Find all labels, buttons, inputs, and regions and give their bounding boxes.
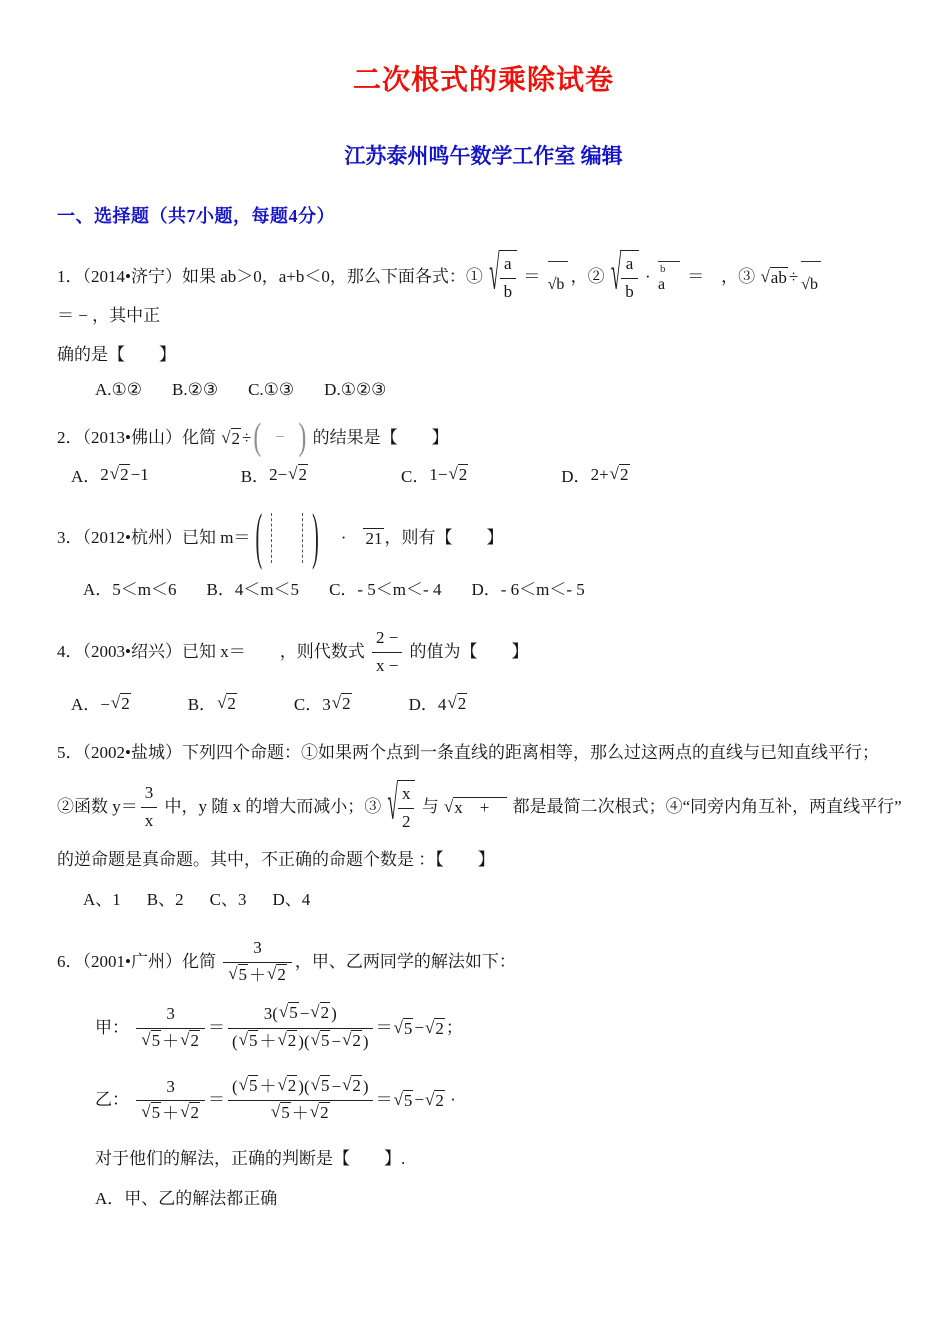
sqrt-expression: √ 5 (393, 1090, 413, 1111)
question-2 (57, 417, 910, 488)
sqrt-expression: √ 2 (267, 963, 286, 984)
text-run: B． (187, 695, 217, 715)
text-run: 都是最简二次根式；④“同旁内角互补，两直线平行” (508, 796, 902, 816)
text-run: 2 (100, 464, 109, 484)
text-run: D． (561, 467, 591, 487)
fraction (136, 1002, 205, 1054)
sqrt-expression: √ 5 (238, 1074, 258, 1095)
text-run: A．甲、乙的解法都正确 (95, 1188, 278, 1208)
text-run: 2+ (590, 464, 609, 484)
text-run: · (445, 1090, 456, 1110)
text-run: ，则有【 】 (384, 527, 504, 547)
text-run: D．- 6＜m＜- 5 (471, 580, 585, 600)
sqrt-of-fraction: √ $\frac{a}{b}$ (489, 250, 517, 304)
sqrt-expression: √ x + (443, 796, 507, 817)
question-6-option-a (57, 1184, 910, 1209)
broken-formula-fragment: √b (548, 261, 568, 294)
text-run: · (323, 527, 364, 547)
text-run: ＝ (207, 1090, 225, 1110)
sqrt-expression: √ 2 (288, 464, 307, 485)
text-run: b (503, 281, 513, 301)
text-run: 与 (417, 796, 443, 816)
sqrt-expression: √ 5 (310, 1074, 330, 1095)
question-1-line-1 (57, 247, 910, 329)
text-run: − (414, 1018, 425, 1038)
sqrt-expression: √ 2 (309, 1102, 329, 1123)
text-run: x − (375, 655, 399, 675)
sqrt-expression: √ 5 (238, 1029, 258, 1050)
broken-parentheses: ( − ) (253, 417, 307, 459)
text-run: − (414, 1090, 425, 1110)
text-run: C．3 (293, 695, 331, 715)
question-6-judge-line (57, 1147, 910, 1172)
text-run: 的结果是【 】 (308, 427, 449, 447)
text-run: 5．（2002•盐城）下列四个命题：①如果两个点到一条直线的距离相等，那么过这两点的直线与已知直线平行； (57, 743, 879, 763)
broken-formula-fragment: b a (658, 261, 680, 294)
text-run: − (331, 1076, 342, 1096)
question-2-line-1 (57, 417, 910, 459)
text-run: ) (362, 1076, 369, 1096)
answer-option (83, 885, 121, 910)
question-3-options (57, 575, 910, 600)
section-heading-choice-questions: 一、选择题（共7小题，每题4分） (57, 206, 335, 226)
fraction (398, 782, 415, 834)
question-5-line-1 (57, 741, 910, 766)
text-run: x (401, 784, 411, 804)
text-run: ＋ (259, 1076, 277, 1096)
text-run: ＝ (375, 1018, 393, 1038)
fraction (228, 1002, 373, 1054)
fraction (141, 781, 158, 833)
text-run: C．- 5＜m＜- 4 (329, 580, 442, 600)
overlined-number: 21 (365, 528, 383, 548)
text-run: ②函数 y＝ (57, 796, 138, 816)
sqrt-expression: √ 2 (277, 1074, 297, 1095)
answer-option (401, 462, 469, 487)
text-run: ＝ (519, 266, 545, 286)
text-run: B．4＜m＜5 (206, 580, 300, 600)
question-6-solution-yi (57, 1075, 910, 1127)
sqrt-expression: √ 2 (180, 1102, 199, 1123)
sqrt-expression: √ 5 (393, 1018, 413, 1039)
text-run: 乙： (95, 1090, 134, 1110)
sqrt-expression: √ 2 (425, 1018, 444, 1039)
document-title: 二次根式的乘除试卷 (352, 65, 614, 96)
fraction (228, 1075, 373, 1127)
answer-option (172, 380, 218, 400)
text-run: A．− (71, 695, 110, 715)
text-run: ＋ (291, 1104, 309, 1124)
answer-option (210, 885, 247, 910)
sqrt-expression: √ 5 (141, 1029, 161, 1050)
text-run: 甲： (95, 1018, 134, 1038)
sqrt-expression: √ 5 (141, 1102, 161, 1123)
text-run: )( (298, 1031, 310, 1051)
fraction (223, 936, 292, 988)
text-run: ＝ (375, 1090, 393, 1110)
text-run: 6．（2001•广州）化简 (57, 951, 221, 971)
fraction (372, 626, 402, 678)
text-run: ＋ (259, 1031, 277, 1051)
text-run: D．4 (408, 695, 447, 715)
fraction (621, 252, 638, 304)
question-4-options (57, 690, 910, 715)
text-run: ＝ − ，其中正 (57, 306, 161, 326)
text-run: − (299, 1004, 310, 1024)
answer-option (272, 885, 310, 910)
answer-option (207, 575, 300, 600)
text-run: 3 (253, 938, 262, 958)
question-3-line-1 (57, 504, 910, 573)
text-run: D.①②③ (324, 379, 387, 399)
text-run: A． (71, 467, 101, 487)
question-5-line-3 (57, 848, 910, 873)
question-4-line-1 (57, 626, 910, 678)
question-6-line-1 (57, 936, 910, 988)
sqrt-expression: √ 5 (270, 1102, 290, 1123)
answer-option (95, 1184, 277, 1209)
question-1-line-2 (57, 343, 910, 368)
text-run: 的逆命题是真命题。其中，不正确的命题个数是 ：【 】 (57, 850, 495, 870)
text-run: C.①③ (248, 379, 295, 399)
answer-option (294, 690, 353, 715)
question-6 (57, 936, 910, 1208)
sqrt-expression: √ 5 (310, 1029, 330, 1050)
text-run: ＋ (162, 1104, 180, 1124)
answer-option (561, 462, 630, 487)
text-run: A.①② (95, 379, 143, 399)
sqrt-expression: √ 2 (310, 1002, 330, 1023)
sqrt-expression: √ 5 (278, 1002, 298, 1023)
text-run: )( (298, 1076, 310, 1096)
sqrt-of-fraction: √ $\frac{a}{b}$ (611, 250, 639, 304)
text-run: C． (401, 467, 430, 487)
text-run: B.②③ (172, 379, 219, 399)
text-run: 1− (429, 464, 448, 484)
text-run: 3 (166, 1076, 175, 1096)
text-run: 2 (401, 811, 411, 831)
text-run: −1 (130, 464, 149, 484)
text-run: 确的是【 】 (57, 344, 176, 364)
text-run: ÷ (788, 266, 799, 286)
text-run: D、4 (272, 890, 311, 910)
text-run: ，② (570, 266, 609, 286)
text-run: 中，y 随 x 的增大而减小；③ (160, 796, 386, 816)
text-run: − (331, 1031, 342, 1051)
sqrt-expression: √ 2 (425, 1090, 444, 1111)
document-subtitle: 江苏泰州鸣午数学工作室 编辑 (344, 144, 623, 168)
answer-option (188, 690, 238, 715)
sqrt-of-fraction: √ $\frac{x}{2}$ (388, 780, 416, 834)
text-run: 3．（2012•杭州）已知 m＝ (57, 527, 251, 547)
sqrt-expression: √ 2 (109, 464, 129, 485)
sqrt-expression: √ 5 (228, 963, 248, 984)
text-run: 4．（2003•绍兴）已知 x＝ ，则代数式 (57, 642, 369, 662)
question-5 (57, 741, 910, 910)
sqrt-expression: √ 2 (447, 692, 467, 713)
answer-option (71, 690, 132, 715)
answer-option (409, 690, 469, 715)
text-run: · (640, 266, 655, 286)
question-5-options (57, 885, 910, 910)
question-5-line-2 (57, 777, 910, 834)
answer-option (95, 380, 142, 400)
text-run: ＝ (207, 1018, 225, 1038)
broken-matrix-parentheses: ( ) (255, 504, 319, 573)
sqrt-expression: √ 2 (217, 692, 236, 713)
text-run: a (625, 254, 634, 273)
sqrt-expression: √ 2 (342, 1029, 361, 1050)
text-run: 3 (166, 1004, 175, 1024)
text-run: A．5＜m＜6 (83, 580, 177, 600)
question-4 (57, 626, 910, 715)
text-run: ) (331, 1004, 337, 1024)
text-run: ，甲、乙两同学的解法如下： (294, 951, 516, 971)
sqrt-expression: √ 2 (277, 1029, 297, 1050)
text-run: B． (240, 467, 270, 487)
text-run: A、1 (83, 890, 121, 910)
sqrt-expression: √ 2 (110, 692, 130, 713)
text-run: 2− (269, 464, 288, 484)
text-run: 3 (144, 783, 154, 803)
text-run: ＋ (162, 1031, 180, 1051)
sqrt-expression: √ 2 (180, 1029, 199, 1050)
text-run: 对于他们的解法，正确的判断是【 】. (95, 1148, 406, 1168)
text-run: x (144, 810, 154, 830)
answer-option (241, 462, 309, 487)
text-run: 2 − (375, 628, 399, 648)
fraction (136, 1075, 205, 1127)
answer-option (83, 575, 177, 600)
text-run: ＋ (249, 965, 267, 985)
sqrt-expression: √ ab (760, 266, 787, 287)
sqrt-expression: √ 2 (342, 1074, 361, 1095)
answer-option (248, 380, 294, 400)
text-run: B、2 (146, 890, 184, 910)
text-run: ； (445, 1018, 463, 1038)
text-run: ) (362, 1031, 369, 1051)
answer-option (324, 380, 386, 400)
sqrt-expression: √ 2 (221, 427, 241, 448)
question-1-options (57, 380, 910, 400)
fraction (500, 252, 517, 304)
sqrt-expression: √ 2 (609, 464, 629, 485)
question-6-solution-jia (57, 1002, 910, 1054)
answer-option (147, 885, 184, 910)
answer-option (471, 575, 584, 600)
question-1 (57, 247, 910, 400)
question-3 (57, 504, 910, 600)
answer-option (329, 575, 441, 600)
answer-option (71, 462, 149, 487)
question-2-options (57, 462, 910, 487)
text-run: a (504, 254, 512, 273)
text-run: ( (231, 1031, 238, 1051)
text-run: ＝ ，③ (682, 266, 760, 286)
text-run: 2．（2013•佛山）化简 (57, 427, 221, 447)
text-run: 1．（2014•济宁）如果 ab＞0，a+b＜0，那么下面各式：① (57, 266, 488, 286)
text-run: ÷ (242, 427, 252, 447)
text-run: 3( (263, 1004, 278, 1024)
text-run: ( (231, 1076, 238, 1096)
sqrt-expression: √ 2 (331, 692, 351, 713)
broken-formula-fragment: √b (801, 261, 821, 294)
text-run: C、3 (209, 890, 247, 910)
sqrt-expression: √ 2 (448, 464, 468, 485)
text-run: b (625, 281, 634, 301)
text-run: 的值为【 】 (405, 642, 529, 662)
